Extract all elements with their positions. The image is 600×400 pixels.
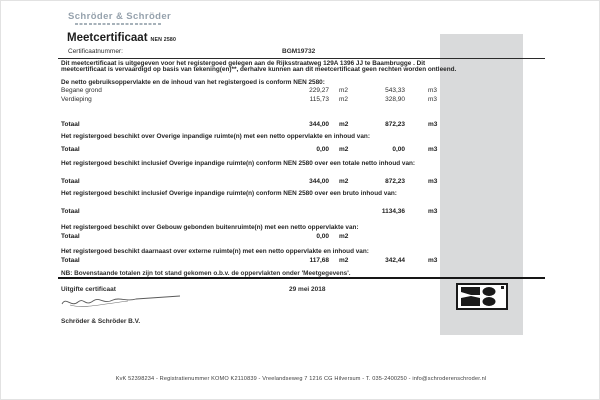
floor-area-value: 229,27 (309, 87, 329, 94)
total-area-value: 344,00 (309, 121, 329, 128)
total-label: Totaal (61, 146, 80, 153)
section-text: inhoud van: (358, 190, 397, 197)
total-row-overige-inpandig (61, 146, 501, 155)
floor-area-value: 115,73 (309, 96, 329, 103)
issue-label: Uitgifte certificaat (61, 286, 116, 293)
total-volume-unit: m3 (428, 146, 438, 153)
floor-volume-value: 543,33 (385, 87, 405, 94)
section-paragraph-totale-netto-inhoud (61, 161, 415, 167)
section-text: Het registergoed beschikt over Overige inpandige ruimte(n) met een netto oppervlakte en inhoud van: (61, 133, 370, 140)
section-text: Het registergoed beschikt inclusief Overige inpandige ruimte(n) conform NEN 2580 over een (61, 190, 343, 197)
page-title-standard: NEN 2580 (150, 37, 177, 43)
total-area-value: 344,00 (309, 178, 329, 185)
total-label: Totaal (61, 233, 80, 240)
issue-date: 29 mei 2018 (289, 286, 326, 293)
page-title-text: Meetcertificaat (67, 32, 148, 44)
floor-volume-unit: m3 (428, 96, 438, 103)
certificate-number-label: Certificaatnummer: (68, 48, 123, 55)
certificate-number-value: BGM19732 (282, 48, 316, 55)
total-area-value: 0,00 (316, 233, 329, 240)
total-row-gebouwgebonden-buitenruimte (61, 233, 501, 242)
total-label: Totaal (61, 257, 80, 264)
total-area-unit: m2 (339, 121, 349, 128)
issuer-company-name: Schröder & Schröder B.V. (61, 318, 141, 325)
floor-label: Verdieping (61, 96, 92, 103)
total-area-unit: m2 (339, 146, 349, 153)
total-volume-unit: m3 (428, 121, 438, 128)
total-row-externe-ruimte (61, 257, 501, 266)
section-text: Het registergoed beschikt daarnaast over externe ruimte(n) met een netto oppervlakte en inhoud van: (61, 248, 369, 255)
note-divider (58, 277, 545, 279)
total-volume-value: 872,23 (385, 178, 405, 185)
floor-area-unit: m2 (339, 96, 349, 103)
total-row-totale-netto-inhoud (61, 178, 501, 187)
floor-volume-value: 328,90 (385, 96, 405, 103)
total-area-value: 117,68 (309, 257, 329, 264)
total-row-netto-gebruiksoppervlakte (61, 121, 501, 130)
floor-area-unit: m2 (339, 87, 349, 94)
total-volume-value: 872,23 (385, 121, 405, 128)
section-text-bold: netto (361, 160, 378, 167)
total-volume-value: 342,44 (385, 257, 405, 264)
company-logo-text: Schröder & Schröder (68, 11, 172, 22)
total-area-unit: m2 (339, 257, 349, 264)
footer-contact-line: KvK 52398234 - Registratienummer KOMO K2110839 - Vreelandseweg 7 1216 CG Hilversum - T. 035-2400250 - info@schroderenschroder.nl (115, 376, 487, 382)
total-area-value: 0,00 (316, 146, 329, 153)
total-label: Totaal (61, 178, 80, 185)
intro-paragraph: Dit meetcertificaat is uitgegeven voor het registergoed gelegen aan de Rijksstraatweg 129A 1396 JJ te Baambrugge . Dit meetcertificaat is vervaardigd op basis van tekening(en)**, derhalve kunnen aan dit meetcertificaat geen rechten worden ontleend. (61, 60, 457, 73)
total-volume-unit: m3 (428, 257, 438, 264)
floor-row-begane-grond (61, 87, 501, 96)
section-paragraph-overige-inpandig (61, 134, 370, 140)
page-title (67, 32, 176, 44)
total-area-unit: m2 (339, 178, 349, 185)
total-row-bruto-inhoud (61, 208, 501, 217)
section-text: inhoud van: (377, 160, 416, 167)
section-text-bold: bruto (342, 190, 359, 197)
total-volume-unit: m3 (428, 178, 438, 185)
section-text: Het registergoed beschikt over Gebouw gebonden buitenruimte(n) met een netto oppervlakte van: (61, 224, 359, 231)
section-paragraph-externe-ruimte (61, 249, 369, 255)
total-volume-unit: m3 (428, 208, 438, 215)
total-label: Totaal (61, 208, 80, 215)
total-volume-value: 0,00 (392, 146, 405, 153)
section-text: Het registergoed beschikt inclusief Overige inpandige ruimte(n) conform NEN 2580 over een totale (61, 160, 362, 167)
floor-row-verdieping (61, 96, 501, 105)
floor-label: Begane grond (61, 87, 102, 94)
total-label: Totaal (61, 121, 80, 128)
section-paragraph-gebouwgebonden-buitenruimte (61, 225, 359, 231)
note-text: NB: Bovenstaande totalen zijn tot stand gekomen o.b.v. de oppervlakten onder 'Meetgegevens'. (61, 269, 351, 277)
conform-line: De netto gebruiksoppervlakte en de inhoud van het registergoed is conform NEN 2580: (61, 78, 325, 86)
total-volume-value: 1134,36 (381, 208, 405, 215)
signature-icon (58, 289, 183, 311)
floor-volume-unit: m3 (428, 87, 438, 94)
komo-certification-mark-icon (456, 283, 508, 310)
total-area-unit: m2 (339, 233, 349, 240)
company-logo-tagline (75, 23, 161, 25)
section-paragraph-bruto-inhoud (61, 191, 397, 197)
